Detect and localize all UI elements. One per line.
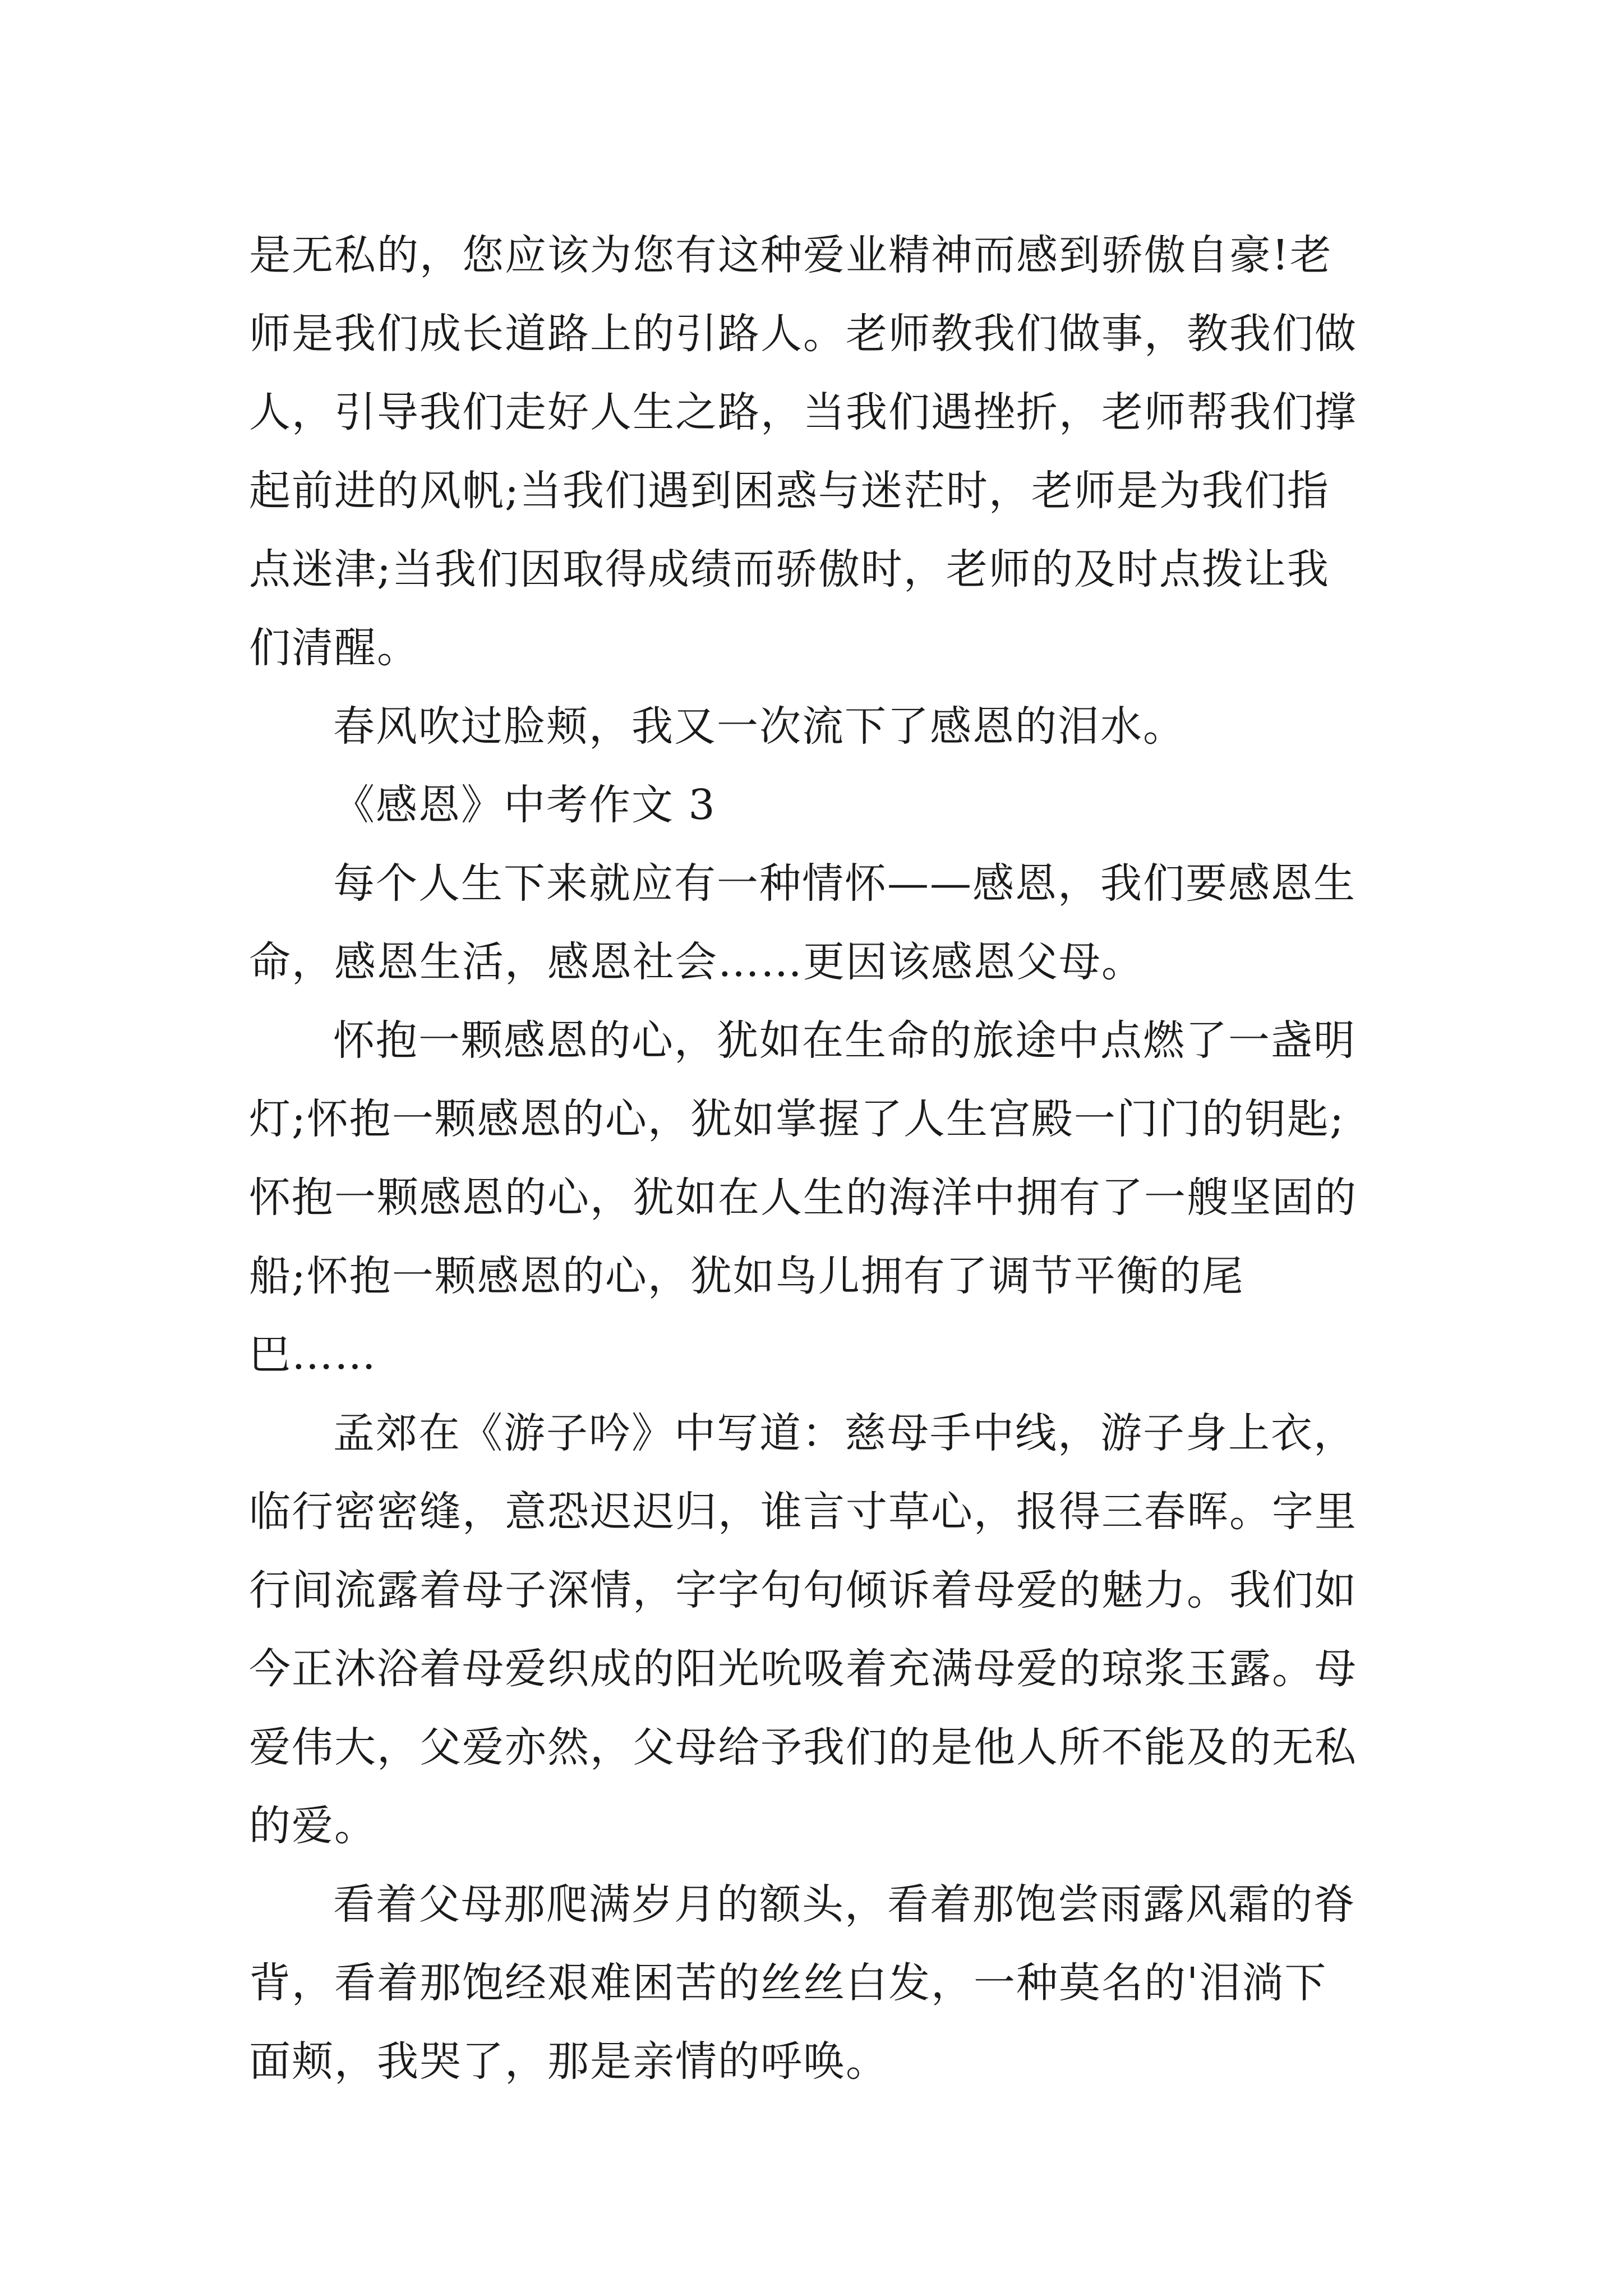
text-line: 命，感恩生活，感恩社会……更因该感恩父母。 <box>249 938 1144 986</box>
text-line: 怀抱一颗感恩的心，犹如在人生的海洋中拥有了一艘坚固的 <box>249 1174 1357 1222</box>
text-line: 今正沐浴着母爱织成的阳光吮吸着充满母爱的琼浆玉露。母 <box>249 1645 1357 1693</box>
text-line: 点迷津;当我们因取得成绩而骄傲时，老师的及时点拨让我 <box>249 545 1330 593</box>
text-line: 临行密密缝，意恐迟迟归，谁言寸草心，报得三春晖。字里 <box>249 1488 1357 1536</box>
paragraph-line: 看着父母那爬满岁月的额头，看着那饱尝雨露风霜的脊 <box>333 1880 1356 1929</box>
paragraph-line: 春风吹过脸颊，我又一次流下了感恩的泪水。 <box>333 702 1186 751</box>
essay-text <box>249 216 1393 2101</box>
text-line: 爱伟大，父爱亦然，父母给予我们的是他人所不能及的无私 <box>249 1723 1357 1772</box>
text-line: 人，引导我们走好人生之路，当我们遇挫折，老师帮我们撑 <box>249 388 1357 436</box>
text-line: 起前进的风帆;当我们遇到困惑与迷茫时，老师是为我们指 <box>249 467 1330 515</box>
text-line: 是无私的，您应该为您有这种爱业精神而感到骄傲自豪!老 <box>249 231 1332 279</box>
section-heading: 《感恩》中考作文 3 <box>333 781 716 829</box>
text-line: 巴…… <box>249 1331 377 1379</box>
text-line: 背，看着那饱经艰难困苦的丝丝白发，一种莫名的'泪淌下 <box>249 1959 1327 2007</box>
text-line: 船;怀抱一颗感恩的心，犹如鸟儿拥有了调节平衡的尾 <box>249 1252 1244 1300</box>
text-line: 的爱。 <box>249 1802 377 1850</box>
paragraph-line: 孟郊在《游子吟》中写道：慈母手中线，游子身上衣， <box>333 1409 1356 1457</box>
paragraph-line: 怀抱一颗感恩的心，犹如在生命的旅途中点燃了一盏明 <box>333 1016 1356 1065</box>
text-line: 师是我们成长道路上的引路人。老师教我们做事，教我们做 <box>249 310 1357 358</box>
text-line: 灯;怀抱一颗感恩的心，犹如掌握了人生宫殿一门门的钥匙; <box>249 1095 1345 1143</box>
text-line: 面颊，我哭了，那是亲情的呼唤。 <box>249 2037 888 2086</box>
text-line: 们清醒。 <box>249 624 419 672</box>
paragraph-line: 每个人生下来就应有一种情怀——感恩，我们要感恩生 <box>333 859 1356 908</box>
text-line: 行间流露着母子深情，字字句句倾诉着母爱的魅力。我们如 <box>249 1566 1357 1614</box>
